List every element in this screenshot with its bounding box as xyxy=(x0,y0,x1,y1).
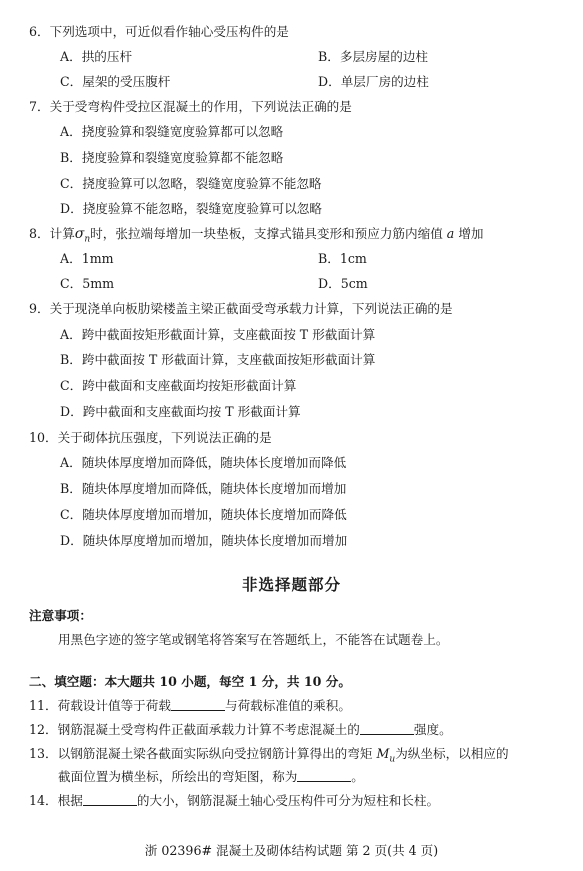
q6-option-d: D．单层厂房的边柱 xyxy=(318,74,429,89)
q10-option-b: B．随块体厚度增加而降低，随块体长度增加而增加 xyxy=(60,481,347,496)
fill-heading: 二、填空题：本大题共 10 小题，每空 1 分，共 10 分。 xyxy=(29,674,351,689)
q8-stem xyxy=(29,226,484,248)
q6-option-a: A．拱的压杆 xyxy=(60,49,133,64)
page-footer: 浙 02396# 混凝土及砌体结构试题 第 2 页(共 4 页) xyxy=(144,843,439,858)
q13-line2 xyxy=(58,769,364,785)
q7-option-c: C．挠度验算可以忽略，裂缝宽度验算不能忽略 xyxy=(60,176,322,191)
q10-option-a: A．随块体厚度增加而降低，随块体长度增加而降低 xyxy=(60,455,347,470)
q9-option-a: A．跨中截面按矩形截面计算，支座截面按 T 形截面计算 xyxy=(60,327,376,342)
q13-line2-post: 。 xyxy=(351,769,364,784)
q7-option-a: A．挠度验算和裂缝宽度验算都可以忽略 xyxy=(60,124,284,139)
q12-blank[interactable] xyxy=(360,722,414,735)
q8-stem-pre: 8．计算 xyxy=(29,226,75,241)
mu-subscript: u xyxy=(389,754,396,765)
q13-line2-pre: 截面位置为横坐标，所绘出的弯矩图，称为 xyxy=(58,769,298,784)
q9-option-b: B．跨中截面按 T 形截面计算，支座截面按矩形截面计算 xyxy=(60,352,376,367)
q14-post: 的大小，钢筋混凝土轴心受压构件可分为短柱和长柱。 xyxy=(136,793,440,808)
q11-post: 与荷载标准值的乘积。 xyxy=(224,698,351,713)
q7-stem: 7．关于受弯构件受拉区混凝土的作用，下列说法正确的是 xyxy=(29,99,352,114)
q10-option-c: C．随块体厚度增加而增加，随块体长度增加而降低 xyxy=(60,507,347,522)
q8-stem-post: 时，张拉端每增加一块垫板，支撑式锚具变形和预应力筋内缩值 xyxy=(90,226,443,241)
q13-post: 为纵坐标，以相应的 xyxy=(395,746,509,761)
q6-option-b: B．多层房屋的边柱 xyxy=(318,49,429,64)
section-title: 非选择题部分 xyxy=(241,575,341,594)
q8-option-b: B．1cm xyxy=(318,251,367,266)
q9-option-d: D．跨中截面和支座截面均按 T 形截面计算 xyxy=(60,404,301,419)
q6-stem: 6．下列选项中，可近似看作轴心受压构件的是 xyxy=(29,24,289,39)
q11-pre: 11．荷载设计值等于荷载 xyxy=(29,698,171,713)
q14 xyxy=(29,793,439,809)
a-symbol: a xyxy=(446,226,455,241)
q9-stem: 9．关于现浇单向板肋梁楼盖主梁正截面受弯承载力计算，下列说法正确的是 xyxy=(29,301,453,316)
q8-option-c: C．5mm xyxy=(60,276,115,291)
q8-option-a: A．1mm xyxy=(60,251,114,266)
q13 xyxy=(29,746,509,768)
q13-pre: 13．以钢筋混凝土梁各截面实际纵向受拉钢筋计算得出的弯矩 xyxy=(29,746,373,761)
notice-text: 用黑色字迹的签字笔或钢笔将答案写在答题纸上，不能答在试题卷上。 xyxy=(58,632,449,647)
q7-option-b: B．挠度验算和裂缝宽度验算都不能忽略 xyxy=(60,150,284,165)
sigma-symbol: σ xyxy=(74,226,85,242)
q9-option-c: C．跨中截面和支座截面均按矩形截面计算 xyxy=(60,378,297,393)
sigma-subscript: n xyxy=(84,234,91,245)
q10-option-d: D．随块体厚度增加而增加，随块体长度增加而增加 xyxy=(60,533,348,548)
q10-stem: 10．关于砌体抗压强度，下列说法正确的是 xyxy=(29,430,272,445)
q13-blank[interactable] xyxy=(297,769,351,782)
q8-option-d: D．5cm xyxy=(318,276,368,291)
q12 xyxy=(29,722,452,738)
q11 xyxy=(29,698,351,714)
q14-blank[interactable] xyxy=(83,793,137,806)
mu-symbol: M xyxy=(376,746,390,761)
q8-stem-end: 增加 xyxy=(458,226,484,241)
q11-blank[interactable] xyxy=(171,698,225,711)
q6-option-c: C．屋架的受压腹杆 xyxy=(60,74,171,89)
q12-pre: 12．钢筋混凝土受弯构件正截面承载力计算不考虑混凝土的 xyxy=(29,722,360,737)
q7-option-d: D．挠度验算不能忽略，裂缝宽度验算可以忽略 xyxy=(60,201,322,216)
notice-label: 注意事项： xyxy=(29,608,92,623)
q12-post: 强度。 xyxy=(413,722,452,737)
q14-pre: 14．根据 xyxy=(29,793,83,808)
